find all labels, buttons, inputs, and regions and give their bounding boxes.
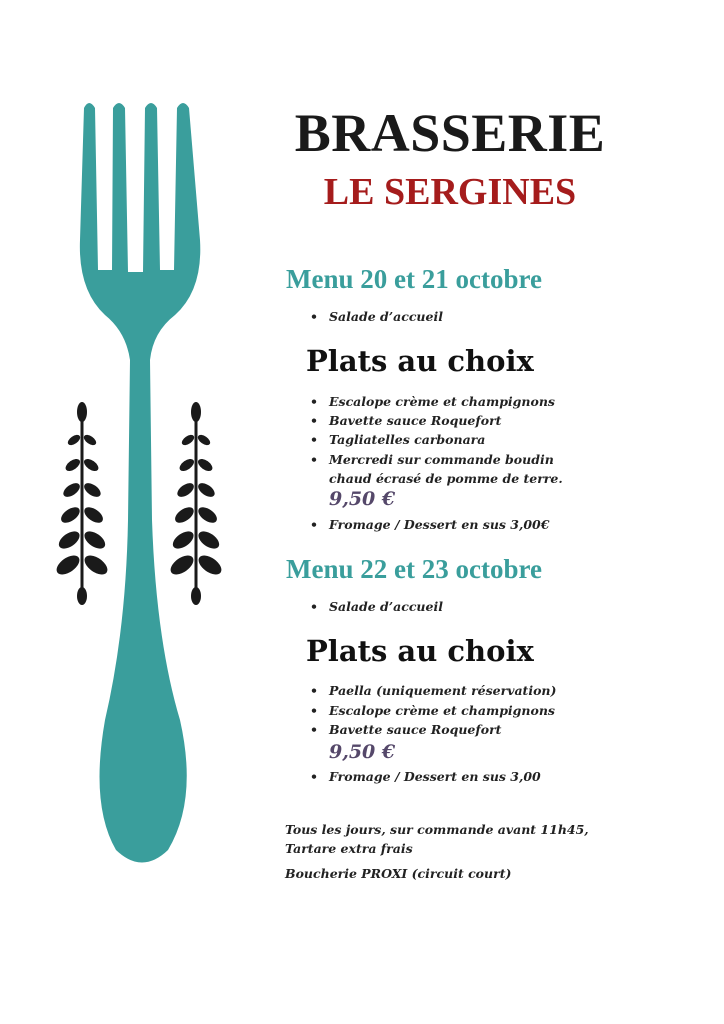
footer-line: Tartare extra frais bbox=[285, 841, 413, 856]
fork-icon bbox=[80, 103, 200, 863]
list-item: • Tagliatelles carbonara bbox=[310, 432, 486, 447]
fork-illustration bbox=[0, 0, 260, 1024]
plats-heading: Plats au choix bbox=[306, 344, 534, 378]
list-item: • Bavette sauce Roquefort bbox=[310, 413, 502, 428]
leaf-sprig-icon bbox=[53, 402, 111, 605]
list-item: • Bavette sauce Roquefort bbox=[310, 722, 502, 737]
leaf-sprig-icon bbox=[167, 402, 225, 605]
list-item: • Salade d’accueil bbox=[310, 309, 443, 324]
plats-heading: Plats au choix bbox=[306, 634, 534, 668]
menu-2-heading: Menu 22 et 23 octobre bbox=[286, 554, 542, 584]
list-item: • Salade d’accueil bbox=[310, 599, 443, 614]
brasserie-title: BRASSERIE bbox=[294, 103, 606, 163]
footer-line: Boucherie PROXI (circuit court) bbox=[285, 866, 512, 881]
price: 9,50 € bbox=[329, 741, 396, 763]
list-item: • Mercredi sur commande boudin chaud écrasé de pomme de terre. bbox=[310, 452, 563, 486]
menu-1-heading: Menu 20 et 21 octobre bbox=[286, 264, 542, 294]
list-item: • Fromage / Dessert en sus 3,00€ bbox=[310, 517, 550, 532]
list-item: • Fromage / Dessert en sus 3,00 bbox=[310, 769, 541, 784]
price: 9,50 € bbox=[329, 488, 396, 510]
footer-line: Tous les jours, sur commande avant 11h45, bbox=[285, 822, 589, 837]
restaurant-name: LE SERGINES bbox=[323, 171, 577, 213]
list-item: • Paella (uniquement réservation) bbox=[310, 683, 557, 698]
list-item: • Escalope crème et champignons bbox=[310, 394, 555, 409]
list-item: • Escalope crème et champignons bbox=[310, 703, 555, 718]
